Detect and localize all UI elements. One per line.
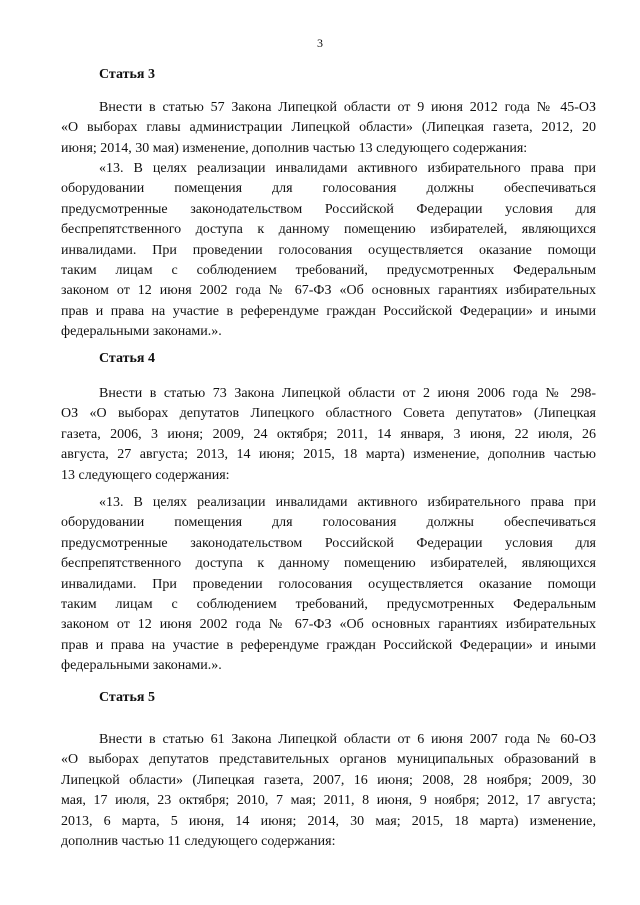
article-3-paragraph-1 [61,98,596,159]
page-number: 3 [317,36,323,50]
text-line: «О выборах депутатов представительных органов муниципальных образований в [61,752,596,768]
article-3-heading: Статья 3 [99,67,155,82]
text-line: Внести в статью 61 Закона Липецкой области от 6 июня 2007 года № 60-ОЗ [99,732,596,747]
text-line: «13. В целях реализации инвалидами активного избирательного права при [99,161,596,176]
text-line: федеральными законами.». [61,324,222,340]
text-line: беспрепятственного доступа к данному помещению избирателей, являющихся [61,556,596,572]
text-line: Липецкой области» (Липецкая газета, 2007, 16 июня; 2008, 28 ноября; 2009, 30 [61,772,596,788]
text-line: Внести в статью 57 Закона Липецкой области от 9 июня 2012 года № 45-ОЗ [99,100,596,115]
text-line: оборудовании помещения для голосования должны обеспечиваться [61,181,596,197]
article-4 [61,350,596,368]
text-line: июня; 2014, 30 мая) изменение, дополнив частью 13 следующего содержания: [61,140,528,156]
text-line: «13. В целях реализации инвалидами активного избирательного права при [99,495,596,510]
text-line: августа, 27 августа; 2013, 14 июня; 2015, 18 марта) изменение, дополнив частью [61,447,596,463]
article-5 [61,689,596,707]
text-line: 2013, 6 марта, 5 июня, 14 июня; 2014, 30 мая; 2015, 18 марта) изменение, [61,813,596,829]
text-line: предусмотренные законодательством Российской Федерации условия для [61,201,596,217]
text-line: прав и права на участие в референдуме граждан Российской Федерации» и иными [61,637,596,653]
article-4-paragraph-1 [61,384,596,486]
text-line: мая, 17 июля, 23 октября; 2010, 7 мая; 2011, 8 июня, 9 ноября; 2012, 17 августа; [61,793,596,809]
text-line: федеральными законами.». [61,658,222,674]
article-3-paragraph-2 [61,159,596,343]
text-line: дополнив частью 11 следующего содержания: [61,834,336,850]
text-line: таким лицам с соблюдением требований, предусмотренных Федеральным [61,263,596,279]
text-line: инвалидами. При проведении голосования осуществляется оказание помощи [61,242,596,258]
text-line: беспрепятственного доступа к данному помещению избирателей, являющихся [61,222,596,238]
text-line: предусмотренные законодательством Российской Федерации условия для [61,535,596,551]
text-line: таким лицам с соблюдением требований, предусмотренных Федеральным [61,597,596,613]
text-line: инвалидами. При проведении голосования осуществляется оказание помощи [61,576,596,592]
text-line: Внести в статью 73 Закона Липецкой области от 2 июня 2006 года № 298- [99,386,596,401]
article-4-heading: Статья 4 [99,351,155,366]
text-line: «О выборах главы администрации Липецкой области» (Липецкая газета, 2012, 20 [61,120,596,136]
article-5-heading: Статья 5 [99,690,155,705]
text-line: газета, 2006, 3 июня; 2009, 24 октября; 2011, 14 января, 3 июня, 22 июля, 26 [61,426,596,442]
text-line: оборудовании помещения для голосования должны обеспечиваться [61,515,596,531]
text-line: 13 следующего содержания: [61,467,230,483]
text-line: ОЗ «О выборах депутатов Липецкого областного Совета депутатов» (Липецкая [61,406,596,422]
text-line: законом от 12 июня 2002 года № 67-ФЗ «Об основных гарантиях избирательных [61,283,596,299]
text-line: законом от 12 июня 2002 года № 67-ФЗ «Об основных гарантиях избирательных [61,617,596,633]
article-5-paragraph-1 [61,730,596,852]
text-line: прав и права на участие в референдуме граждан Российской Федерации» и иными [61,303,596,319]
article-3 [61,66,596,84]
article-4-paragraph-2 [61,493,596,677]
